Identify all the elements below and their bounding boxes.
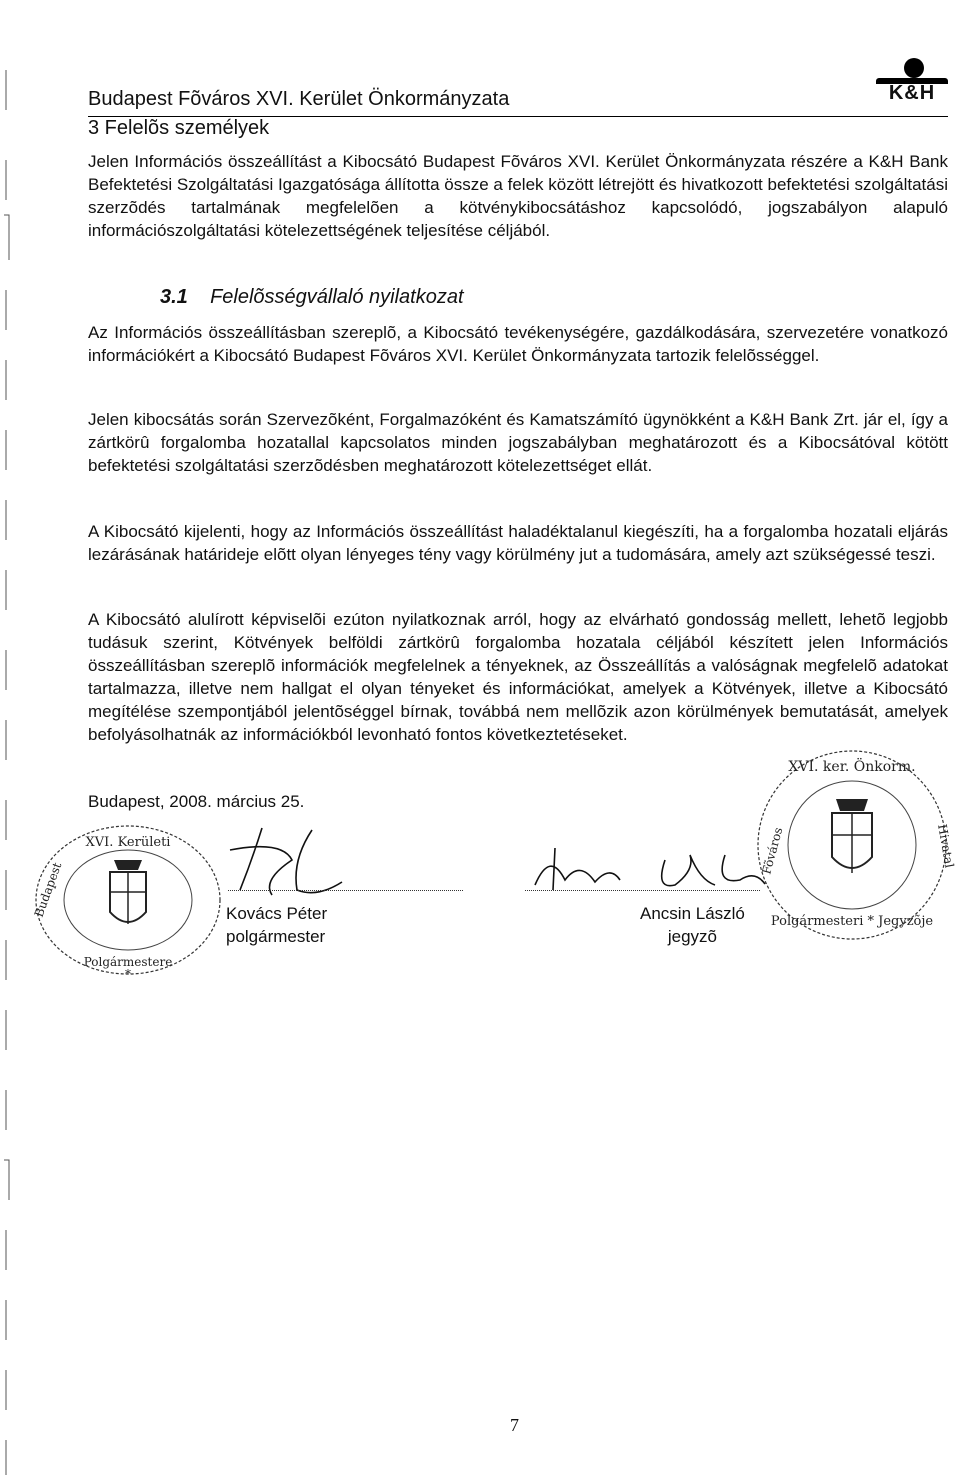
mayor-signature (222, 820, 362, 910)
clerk-signature (525, 840, 785, 900)
svg-text:XVI. Kerületi: XVI. Kerületi (85, 835, 171, 850)
signature-line-right (525, 890, 760, 891)
svg-text:Polgármesteri * Jegyzõje: Polgármesteri * Jegyzõje (770, 914, 934, 929)
svg-text:Budapest: Budapest (31, 860, 65, 920)
kh-bank-logo (876, 58, 948, 110)
clerk-seal-stamp (752, 745, 957, 945)
header-title: Budapest Fõváros XVI. Kerület Önkormányzata (88, 88, 510, 110)
responsibility-paragraph: Az Információs összeállításban szereplõ, a Kibocsátó tevékenységére, gazdálkodására, szervezetére vonatkozó információkért a Kibocsátó Budapest Fõváros XVI. Kerület Önkormányzata tartozik felelõsséggel. (88, 323, 948, 365)
signatory-right (640, 902, 745, 948)
svg-text:*: * (125, 967, 131, 981)
subsection-number: 3.1 (160, 286, 188, 308)
signatory-name: Ancsin László (640, 904, 745, 923)
signatory-role: jegyzõ (667, 927, 718, 946)
date-line: Budapest, 2008. március 25. (88, 792, 305, 811)
page-number: 7 (510, 1415, 519, 1435)
svg-text:Fõváros: Fõváros (759, 825, 786, 876)
logo-text: K&H (888, 82, 936, 104)
supplement-paragraph: A Kibocsátó kijelenti, hogy az Információs összeállítást haladéktalanul kiegészíti, ha a forgalomba hozatali eljárás lezárásának határideje elõtt olyan lényeges tény vagy körülmény jut a tudomására, amely azt szükségessé teszi. (88, 522, 948, 564)
section-title: 3 Felelõs személyek (88, 117, 270, 139)
logo-dot-icon (904, 58, 924, 78)
scan-edge-marks (0, 0, 12, 1480)
subsection-heading (160, 286, 464, 309)
signature-line-left (228, 890, 463, 891)
organizer-paragraph: Jelen kibocsátás során Szervezõként, Forgalmazóként és Kamatszámító ügynökként a K&H Bank Zrt. jár el, így a zártkörû forgalomba hozatallal kapcsolatos minden jogszabályban meghatározott és a Kibocsátóval kötött befektetési szolgáltatási szerzõdésben meghatározott kötelezettséget ellát. (88, 410, 948, 475)
svg-text:XVI. ker. Önkorm.: XVI. ker. Önkorm. (788, 759, 916, 775)
signatory-name: Kovács Péter (226, 904, 328, 923)
mayor-seal-stamp (28, 820, 228, 980)
page-header (88, 82, 948, 114)
intro-paragraph: Jelen Információs összeállítást a Kibocsátó Budapest Fõváros XVI. Kerület Önkormányzata részére a K&H Bank Befektetési Szolgáltatási Igazgatósága állította össze a felek között létrejött és hivatkozott befektetési szolgáltatási szerzõdés tartalmának megfelelõen a kötvénykibocsátáshoz kapcsolódó, jogszabályon alapuló információszolgáltatási kötelezettségének teljesítése céljából. (88, 152, 948, 240)
signatory-role: polgármester (226, 927, 326, 946)
svg-text:Polgármestere: Polgármestere (83, 955, 173, 969)
svg-text:Hivatal: Hivatal (935, 823, 957, 869)
declaration-paragraph: A Kibocsátó alulírott képviselõi ezúton nyilatkoznak arról, hogy az elvárható gondosság mellett, lehetõ legjobb tudásuk szerint, Kötvények belföldi zártkörû forgalomba hozatala céljából készített jelen Információs összeállításban szereplõ információk megfelelnek a tényeknek, az Összeállítás a valóságnak megfelelõ adatokat tartalmazza, illetve nem hallgat el olyan tényeket és információkat, amelyek a Kötvények, illetve a Kibocsátó megítélése szempontjából jelentõséggel bírnak, továbbá nem mellõzik azon körülmények bemutatását, amelyek befolyásolhatnák az információkból levonható fontos következtetéseket. (88, 610, 948, 744)
subsection-title: Felelõsségvállaló nyilatkozat (210, 286, 464, 308)
signatory-left (226, 902, 327, 948)
